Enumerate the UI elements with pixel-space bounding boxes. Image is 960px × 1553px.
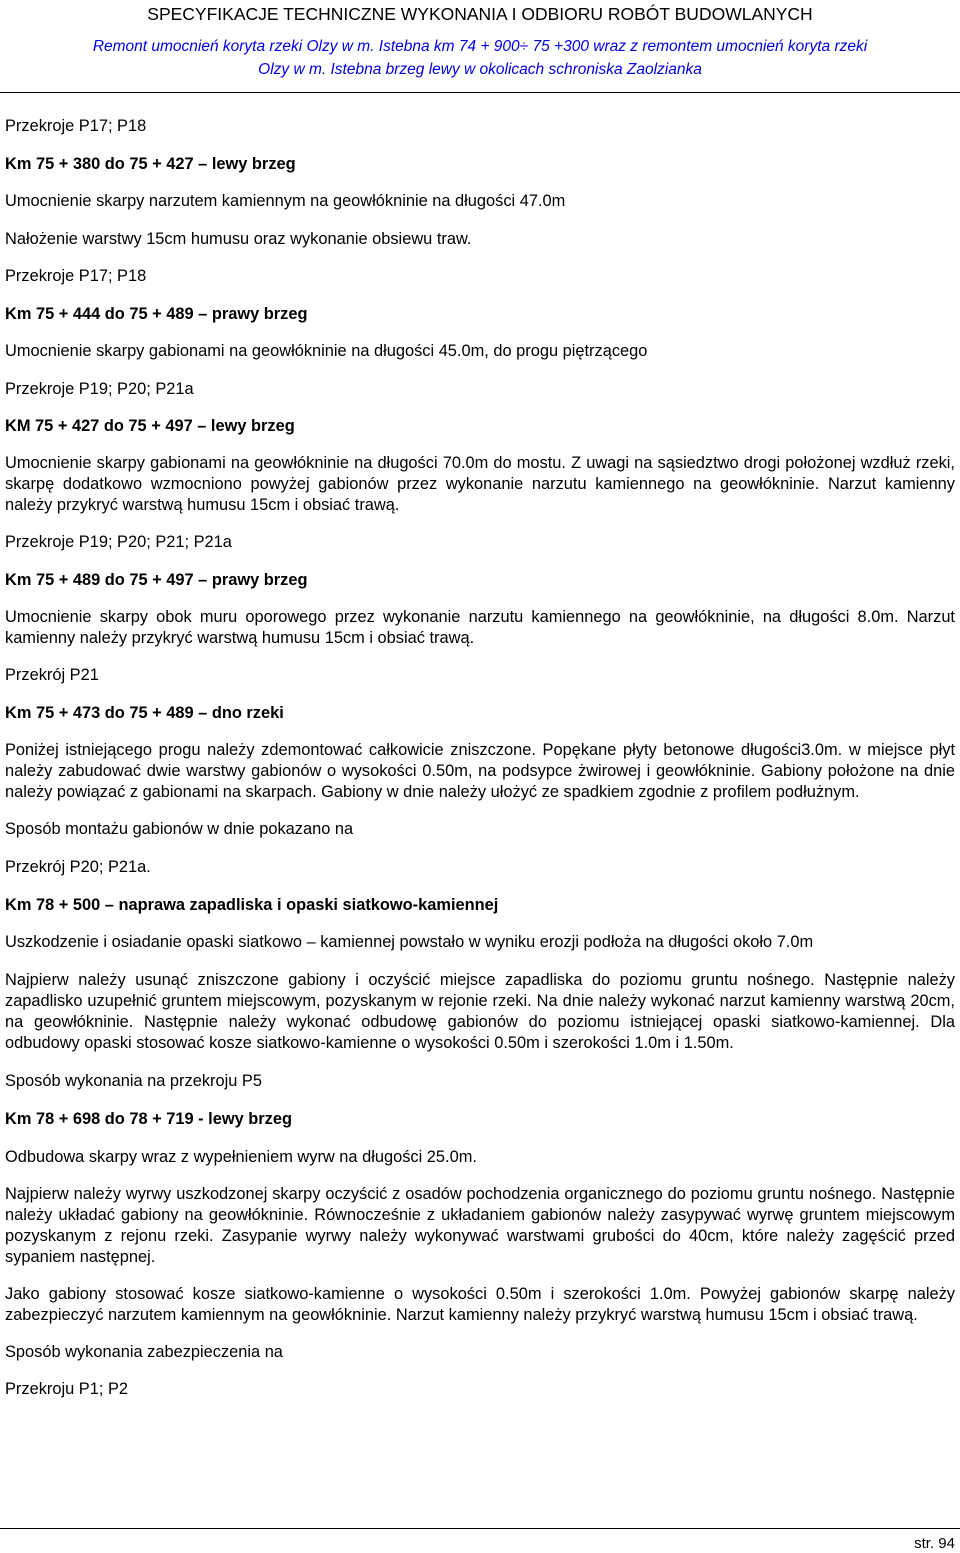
body-paragraph: Przekroje P19; P20; P21a (5, 380, 194, 398)
section-heading: Km 78 + 698 do 78 + 719 - lewy brzeg (5, 1110, 292, 1128)
body-paragraph: Najpierw należy wyrwy uszkodzonej skarpy oczyścić z osadów pochodzenia organicznego do poziomu gruntu nośnego. Następnie należy układać gabiony na geowłókninie. Równocześnie z układaniem gabionów należy zasypywać wyrwę gruntem miejscowym pozyskanym z rejonu rzeki. Zasypanie wyrwy należy wykonywać warstwami grubości do 40cm, które należy zagęścić przed sypaniem następnej. (5, 1185, 955, 1266)
section-heading: Km 75 + 380 do 75 + 427 – lewy brzeg (5, 155, 296, 173)
body-paragraph: Umocnienie skarpy gabionami na geowłókninie na długości 70.0m do mostu. Z uwagi na sąsiedztwo drogi położonej wzdłuż rzeki, skarpę dodatkowo wzmocniono powyżej gabionów przez wykonanie narzutu kamiennego na geowłókninie. Narzut kamienny należy przykryć warstwą humusu 15cm i obsiać trawą. (5, 454, 955, 514)
body-paragraph: Przekrój P21 (5, 666, 99, 684)
body-paragraph: Przekroje P17; P18 (5, 267, 147, 285)
body-paragraph: Umocnienie skarpy gabionami na geowłókninie na długości 45.0m, do progu piętrzącego (5, 342, 648, 360)
body-paragraph: Umocnienie skarpy narzutem kamiennym na geowłókninie na długości 47.0m (5, 192, 566, 210)
body-paragraph: Nałożenie warstwy 15cm humusu oraz wykonanie obsiewu traw. (5, 230, 472, 248)
body-paragraph: Sposób wykonania na przekroju P5 (5, 1072, 262, 1090)
document-header (0, 0, 960, 93)
body-paragraph: Umocnienie skarpy obok muru oporowego przez wykonanie narzutu kamiennego na geowłókninie, na długości 8.0m. Narzut kamienny należy przykryć warstwą humusu 15cm i obsiać trawą. (5, 608, 955, 647)
body-paragraph: Przekroje P17; P18 (5, 117, 147, 135)
body-paragraph: Uszkodzenie i osiadanie opaski siatkowo – kamiennej powstało w wyniku erozji podłoża na długości około 7.0m (5, 933, 814, 951)
section-heading: Km 78 + 500 – naprawa zapadliska i opaski siatkowo-kamiennej (5, 896, 499, 914)
header-divider (0, 92, 960, 93)
section-heading: Km 75 + 444 do 75 + 489 – prawy brzeg (5, 305, 308, 323)
section-heading: Km 75 + 489 do 75 + 497 – prawy brzeg (5, 571, 308, 589)
project-subtitle-line-1: Remont umocnień koryta rzeki Olzy w m. Istebna km 74 + 900÷ 75 +300 wraz z remontem umocnień koryta rzeki (92, 38, 868, 55)
section-heading: KM 75 + 427 do 75 + 497 – lewy brzeg (5, 417, 295, 435)
section-heading: Km 75 + 473 do 75 + 489 – dno rzeki (5, 704, 284, 722)
footer-divider (0, 1528, 960, 1529)
body-paragraph: Sposób wykonania zabezpieczenia na (5, 1343, 283, 1361)
body-paragraph: Najpierw należy usunąć zniszczone gabiony i oczyścić miejsce zapadliska do poziomu gruntu nośnego. Następnie należy zapadlisko uzupełnić gruntem miejscowym, pozyskanym w rejonie rzeki. Na dnie należy wykonać narzut kamienny warstwą 20cm, na geowłókninie. Następnie należy wykonać odbudowę gabionów do poziomu istniejącej opaski siatkowo-kamiennej. Dla odbudowy opaski stosować kosze siatkowo-kamienne o wysokości 0.50m i szerokości 1.0m i 1.50m. (5, 971, 955, 1052)
body-paragraph: Przekroje P19; P20; P21; P21a (5, 533, 232, 551)
body-paragraph: Sposób montażu gabionów w dnie pokazano na (5, 820, 354, 838)
project-subtitle-line-2: Olzy w m. Istebna brzeg lewy w okolicach schroniska Zaolzianka (258, 61, 702, 78)
document-title: SPECYFIKACJE TECHNICZNE WYKONANIA I ODBIORU ROBÓT BUDOWLANYCH (147, 4, 813, 24)
body-paragraph: Odbudowa skarpy wraz z wypełnieniem wyrw na długości 25.0m. (5, 1148, 477, 1166)
body-paragraph: Jako gabiony stosować kosze siatkowo-kamienne o wysokości 0.50m i szerokości 1.0m. Powyżej gabionów skarpę należy zabezpieczyć narzutem kamiennym na geowłókninie. Narzut kamienny należy przykryć warstwą humusu 15cm i obsiać trawą. (5, 1285, 955, 1324)
body-paragraph: Przekroju P1; P2 (5, 1380, 128, 1398)
body-paragraph: Poniżej istniejącego progu należy zdemontować całkowicie zniszczone. Popękane płyty betonowe długości3.0m. w miejsce płyt należy zabudować dwie warstwy gabionów o wysokości 0.50m, na podsypce żwirowej i geowłókninie. Gabiony położone na dnie należy powiązać z gabionami na skarpach. Gabiony w dnie należy ułożyć ze spadkiem zgodnie z profilem podłużnym. (5, 741, 955, 801)
page-number: str. 94 (914, 1535, 955, 1552)
body-paragraph: Przekrój P20; P21a. (5, 858, 151, 876)
document-body (5, 116, 955, 1400)
